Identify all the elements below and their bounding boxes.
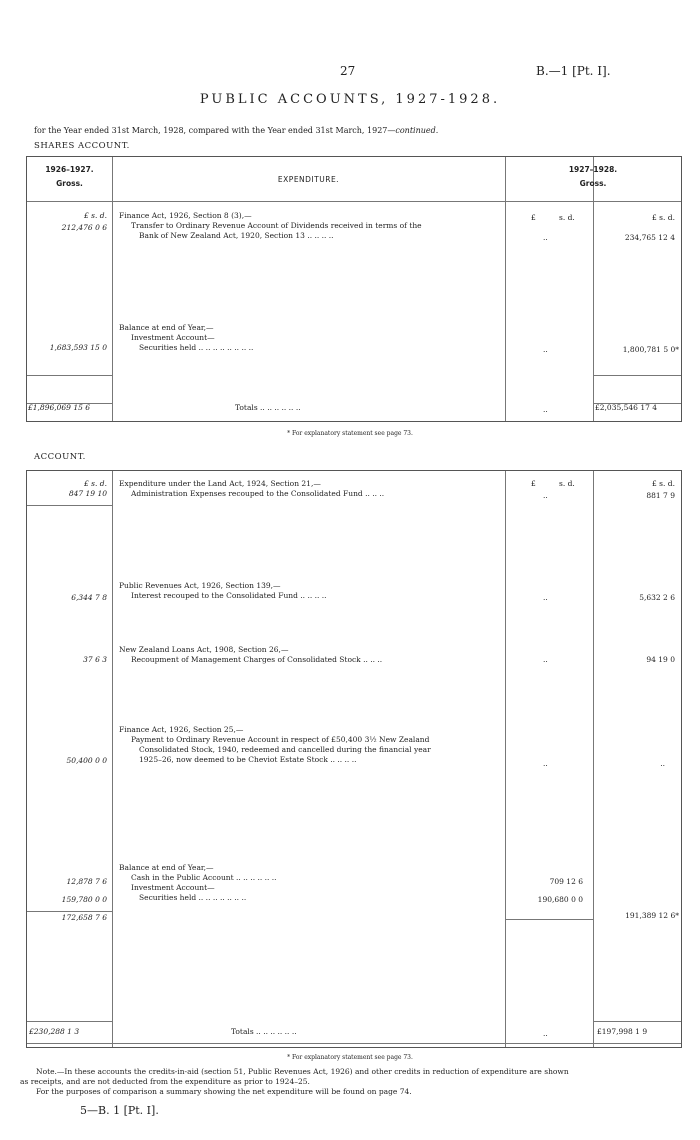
- note-line-1: Note.—In these accounts the credits-in-aid (section 51, Public Revenues Act, 1926) and other credits in reduction of expenditure are shown: [36, 1067, 569, 1076]
- totals-prev: £1,896,069 15 6: [28, 403, 91, 412]
- shares-account-table: [26, 156, 682, 422]
- totals-mid: ..: [543, 1029, 548, 1038]
- note-line-3: For the purposes of comparison a summary showing the net expenditure will be found on page 74.: [36, 1087, 412, 1096]
- item-line: Transfer to Ordinary Revenue Account of Dividends received in terms of the: [131, 221, 422, 230]
- curr-amount: 94 19 0: [646, 655, 675, 664]
- prev-amount: 37 6 3: [83, 655, 107, 664]
- securities-mid: 190,680 0 0: [537, 895, 583, 904]
- curr-amount: 234,765 12 4: [624, 233, 675, 242]
- totals-curr: £2,035,546 17 4: [595, 403, 658, 412]
- totals-prev: £230,288 1 3: [29, 1027, 80, 1036]
- curr-amount: 1,800,781 5 0*: [622, 345, 679, 354]
- cash-mid: 709 12 6: [549, 877, 583, 886]
- page-number: 27: [340, 64, 356, 78]
- curr-amount: ..: [660, 759, 665, 768]
- account-label: ACCOUNT.: [34, 452, 86, 462]
- mid-amount: ..: [543, 593, 548, 602]
- account-footnote: * For explanatory statement see page 73.: [287, 1054, 413, 1061]
- unit-mid-pound: £: [531, 479, 536, 488]
- curr-amount: 5,632 2 6: [639, 593, 675, 602]
- col-prev-year: 1926–1927.: [45, 165, 94, 174]
- totals-mid: ..: [543, 405, 548, 414]
- item-heading: Balance at end of Year,—: [119, 323, 214, 332]
- item-line: Consolidated Stock, 1940, redeemed and cancelled during the financial year: [139, 745, 431, 754]
- col-curr-gross: Gross.: [579, 179, 607, 188]
- item-line: Recoupment of Management Charges of Consolidated Stock .. .. ..: [131, 655, 383, 664]
- investment-label: Investment Account—: [131, 883, 215, 892]
- prev-amount: 212,476 0 6: [61, 223, 107, 232]
- mid-amount: ..: [543, 233, 548, 242]
- prev-amount: 6,344 7 8: [71, 593, 107, 602]
- mid-amount: ..: [543, 491, 548, 500]
- curr-amount: 881 7 9: [646, 491, 675, 500]
- item-line: Interest recouped to the Consolidated Fund .. .. .. ..: [131, 591, 327, 600]
- account-table: [26, 470, 682, 1048]
- cash-label: Cash in the Public Account .. .. .. .. .. ..: [131, 873, 277, 882]
- col-curr-year: 1927–1928.: [568, 165, 618, 174]
- item-heading: Finance Act, 1926, Section 25,—: [119, 725, 244, 734]
- securities-label: Securities held .. .. .. .. .. .. ..: [139, 893, 247, 902]
- mid-amount: ..: [543, 345, 548, 354]
- securities-prev: 159,780 0 0: [61, 895, 107, 904]
- unit-left: £ s. d.: [84, 211, 107, 220]
- document-reference: B.—1 [Pt. I].: [536, 64, 611, 78]
- prev-amount: 50,400 0 0: [66, 756, 107, 765]
- mid-amount: ..: [543, 759, 548, 768]
- prev-amount: 1,683,593 15 0: [49, 343, 107, 352]
- prev-amount: 847 19 10: [68, 489, 107, 498]
- unit-mid-sd: s. d.: [559, 479, 575, 488]
- col-expenditure: EXPENDITURE.: [277, 175, 340, 184]
- shares-footnote: * For explanatory statement see page 73.: [287, 430, 413, 437]
- item-line: Securities held .. .. .. .. .. .. .. ..: [139, 343, 254, 352]
- item-line: Administration Expenses recouped to the Consolidated Fund .. .. ..: [131, 489, 385, 498]
- unit-right: £ s. d.: [652, 213, 675, 222]
- subtitle-continued: continued.: [395, 126, 439, 135]
- item-line: 1925–26, now deemed to be Cheviot Estate Stock .. .. .. ..: [139, 755, 357, 764]
- totals-label: Totals .. .. .. .. .. ..: [231, 1027, 297, 1036]
- balance-curr: 191,389 12 6*: [625, 911, 679, 920]
- totals-label: Totals .. .. .. .. .. ..: [235, 403, 301, 412]
- unit-mid-sd: s. d.: [559, 213, 575, 222]
- signature-mark: 5—B. 1 [Pt. I].: [80, 1104, 159, 1117]
- page-subtitle: [34, 126, 438, 135]
- unit-left: £ s. d.: [84, 479, 107, 488]
- item-heading: Expenditure under the Land Act, 1924, Section 21,—: [119, 479, 321, 488]
- unit-mid-pound: £: [531, 213, 536, 222]
- subtitle-main: for the Year ended 31st March, 1928, compared with the Year ended 31st March, 1927—: [34, 126, 396, 135]
- cash-prev: 12,878 7 6: [66, 877, 107, 886]
- mid-amount: ..: [543, 655, 548, 664]
- unit-right: £ s. d.: [652, 479, 675, 488]
- note-line-2: as receipts, and are not deducted from the expenditure as prior to 1924–25.: [20, 1077, 310, 1086]
- item-heading: New Zealand Loans Act, 1908, Section 26,—: [119, 645, 289, 654]
- page-title: PUBLIC ACCOUNTS, 1927-1928.: [199, 92, 501, 107]
- shares-account-label: SHARES ACCOUNT.: [34, 141, 130, 151]
- subtotal-prev: 172,658 7 6: [61, 913, 107, 922]
- item-line: Payment to Ordinary Revenue Account in respect of £50,400 3½ New Zealand: [131, 735, 430, 744]
- item-line: Bank of New Zealand Act, 1920, Section 13 .. .. .. ..: [139, 231, 334, 240]
- totals-curr: £197,998 1 9: [597, 1027, 648, 1036]
- item-heading: Finance Act, 1926, Section 8 (3),—: [119, 211, 252, 220]
- col-prev-gross: Gross.: [56, 179, 83, 188]
- item-heading: Public Revenues Act, 1926, Section 139,—: [119, 581, 281, 590]
- balance-heading: Balance at end of Year,—: [119, 863, 214, 872]
- item-line: Investment Account—: [131, 333, 215, 342]
